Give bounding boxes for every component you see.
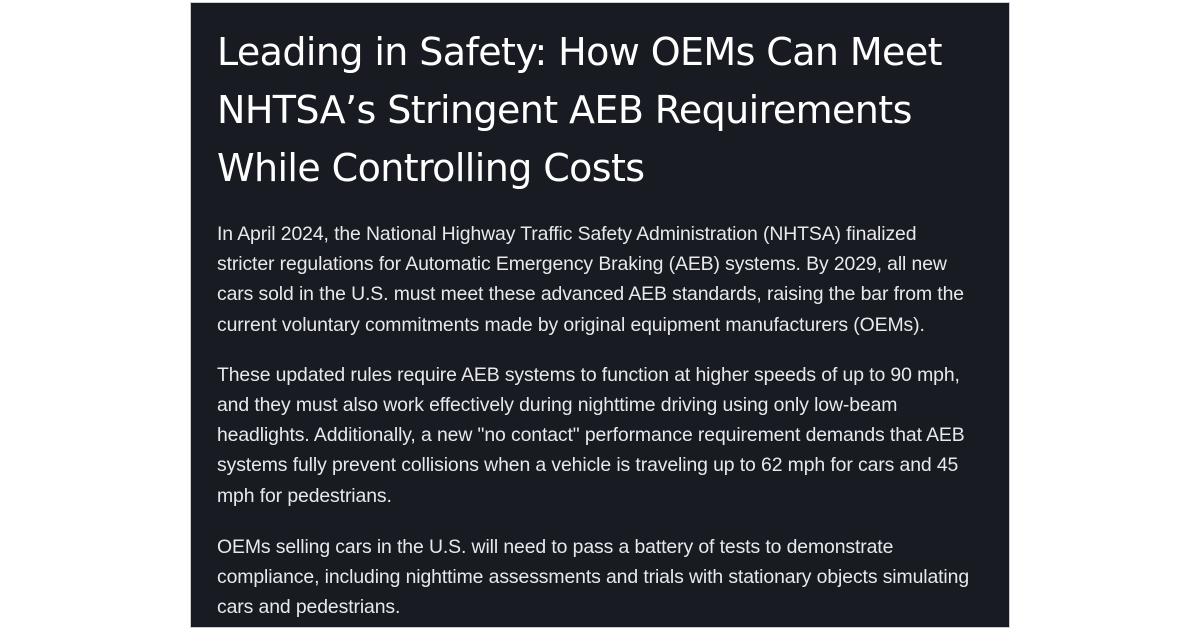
article-title: Leading in Safety: How OEMs Can Meet NHTSA’s Stringent AEB Requirements While Controlling Costs (217, 30, 942, 190)
article-paragraph-3: OEMs selling cars in the U.S. will need to pass a battery of tests to demonstrate compliance, including nighttime assessments and trials with stationary objects simulating cars and pedestrians. (217, 535, 970, 619)
article-content (217, 23, 997, 622)
article-panel (190, 2, 1010, 628)
article-paragraph-1: In April 2024, the National Highway Traffic Safety Administration (NHTSA) finalized stricter regulations for Automatic Emergency Braking (AEB) systems. By 2029, all new cars sold in the U.S. must meet these advanced AEB standards, raising the bar from the current voluntary commitments made by original equipment manufacturers (OEMs). (217, 223, 964, 336)
article-paragraph-2: These updated rules require AEB systems to function at higher speeds of up to 90 mph, and they must also work effectively during nighttime driving using only low-beam headlights. Additionally, a new "no contact" performance requirement demands that AEB systems fully prevent collisions when a vehicle is traveling up to 62 mph for cars and 45 mph for pedestrians. (217, 363, 965, 507)
